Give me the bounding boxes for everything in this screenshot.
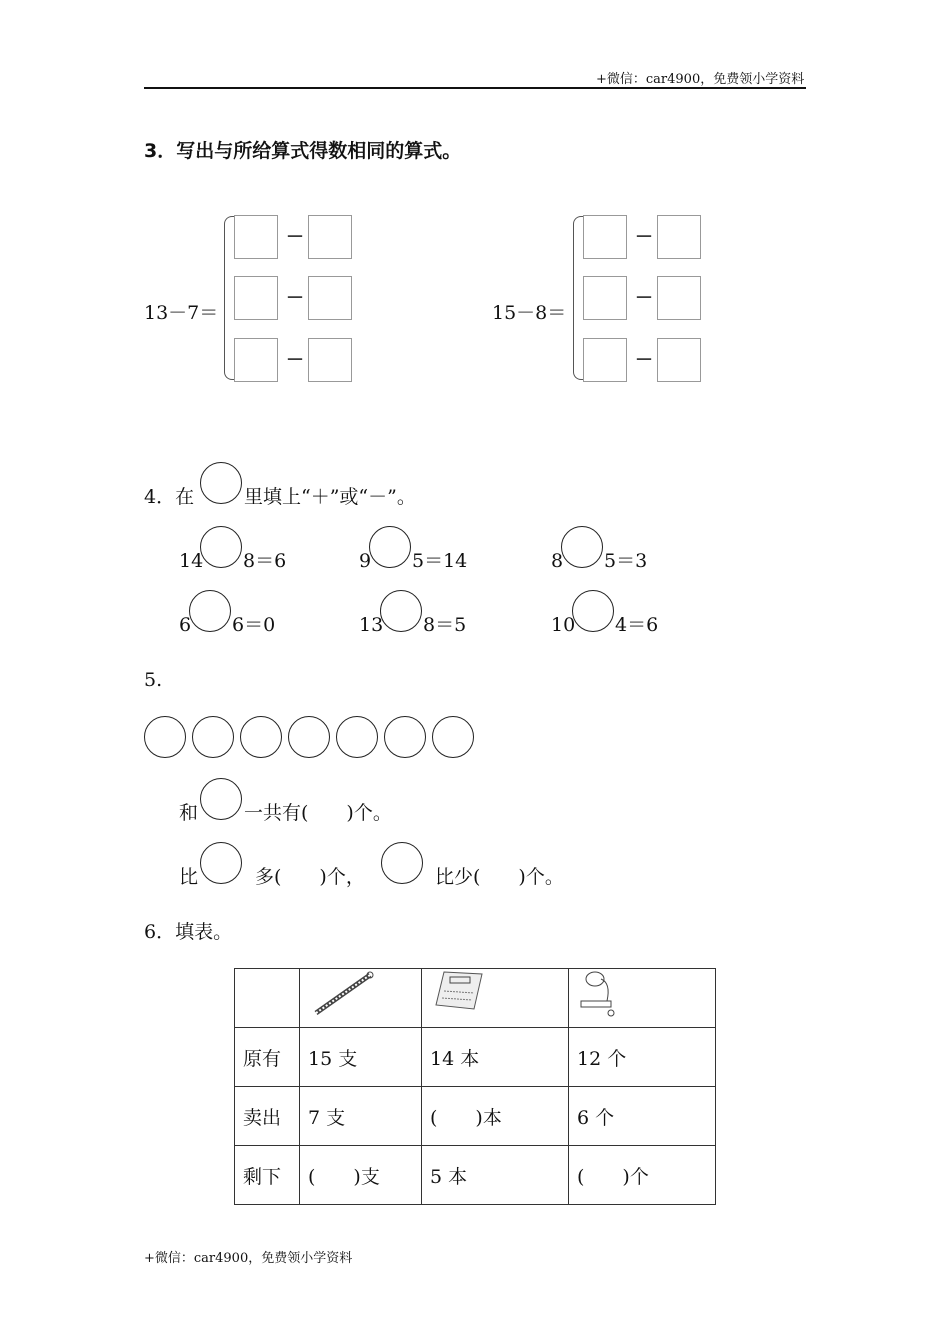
counting-circle	[384, 716, 426, 758]
row-label: 剩下	[235, 1146, 300, 1205]
operator-circle[interactable]	[380, 590, 422, 632]
row-label: 卖出	[235, 1087, 300, 1146]
answer-box[interactable]	[308, 276, 352, 320]
q4-operand-right: 8＝6	[243, 550, 287, 572]
table-cell: 15 支	[300, 1028, 422, 1087]
minus-sign: －	[635, 350, 653, 371]
operator-circle[interactable]	[189, 590, 231, 632]
q4-operand-left: 10	[551, 614, 576, 636]
footer-watermark: +微信：car4900，免费领小学资料	[144, 1251, 353, 1266]
circle-figure	[381, 842, 423, 884]
q4-operand-left: 6	[179, 614, 192, 636]
counting-circle	[192, 716, 234, 758]
q4-operand-left: 9	[359, 550, 372, 572]
header-watermark: +微信：car4900，免费领小学资料	[596, 72, 805, 87]
answer-box[interactable]	[234, 276, 278, 320]
q3-right-expression: 15－8＝	[492, 302, 567, 324]
q5-line2-c: 比少( )个。	[435, 866, 564, 888]
table-header-row	[235, 969, 716, 1028]
q4-operand-right: 5＝3	[604, 550, 648, 572]
answer-box[interactable]	[583, 338, 627, 382]
question-4-prefix: 4．在	[144, 486, 195, 508]
operator-circle[interactable]	[200, 526, 242, 568]
answer-box[interactable]	[583, 215, 627, 259]
table-cell: 12 个	[569, 1028, 716, 1087]
table-row	[235, 1087, 716, 1146]
counting-circle	[240, 716, 282, 758]
answer-circle[interactable]	[200, 462, 242, 504]
counting-circle	[336, 716, 378, 758]
table-cell[interactable]: ( )本	[422, 1087, 569, 1146]
q4-operand-left: 8	[551, 550, 564, 572]
minus-sign: －	[286, 350, 304, 371]
q4-operand-right: 5＝14	[412, 550, 468, 572]
answer-box[interactable]	[583, 276, 627, 320]
q4-operand-left: 14	[179, 550, 204, 572]
answer-box[interactable]	[657, 338, 701, 382]
q3-left-expression: 13－7＝	[144, 302, 219, 324]
q4-operand-left: 13	[359, 614, 384, 636]
minus-sign: －	[635, 227, 653, 248]
question-6-title: 6．填表。	[144, 921, 233, 943]
table-row	[235, 1146, 716, 1205]
table-cell: 7 支	[300, 1087, 422, 1146]
question-4-suffix: 里填上“＋”或“－”。	[244, 486, 416, 508]
answer-box[interactable]	[234, 215, 278, 259]
table-cell: 14 本	[422, 1028, 569, 1087]
table-cell[interactable]: ( )个	[569, 1146, 716, 1205]
q5-line1-a: 和	[179, 802, 199, 824]
minus-sign: －	[286, 227, 304, 248]
q4-operand-right: 6＝0	[232, 614, 276, 636]
q4-operand-right: 4＝6	[615, 614, 659, 636]
row-label: 原有	[235, 1028, 300, 1087]
operator-circle[interactable]	[369, 526, 411, 568]
counting-circle	[144, 716, 186, 758]
operator-circle[interactable]	[561, 526, 603, 568]
answer-box[interactable]	[234, 338, 278, 382]
table-cell: 5 本	[422, 1146, 569, 1205]
table-cell: 6 个	[569, 1087, 716, 1146]
answer-box[interactable]	[308, 338, 352, 382]
fill-table	[234, 968, 716, 1205]
circle-figure	[200, 842, 242, 884]
answer-box[interactable]	[657, 276, 701, 320]
desk-lamp-icon	[577, 969, 627, 1019]
table-cell[interactable]: ( )支	[300, 1146, 422, 1205]
table-row	[235, 1028, 716, 1087]
minus-sign: －	[635, 288, 653, 309]
pencil-icon	[308, 969, 378, 1019]
q5-line2-a: 比	[179, 866, 199, 888]
counting-circle	[288, 716, 330, 758]
circle-figure	[200, 778, 242, 820]
q5-line1-b: 一共有( )个。	[244, 802, 392, 824]
counting-circle	[432, 716, 474, 758]
answer-box[interactable]	[657, 215, 701, 259]
minus-sign: －	[286, 288, 304, 309]
question-5-number: 5.	[144, 669, 163, 691]
notebook-icon	[430, 969, 490, 1014]
q4-operand-right: 8＝5	[423, 614, 467, 636]
answer-box[interactable]	[308, 215, 352, 259]
question-3-title: 3．写出与所给算式得数相同的算式。	[144, 140, 462, 162]
q5-line2-b: 多( )个，	[255, 866, 365, 888]
operator-circle[interactable]	[572, 590, 614, 632]
header-rule	[144, 87, 806, 89]
